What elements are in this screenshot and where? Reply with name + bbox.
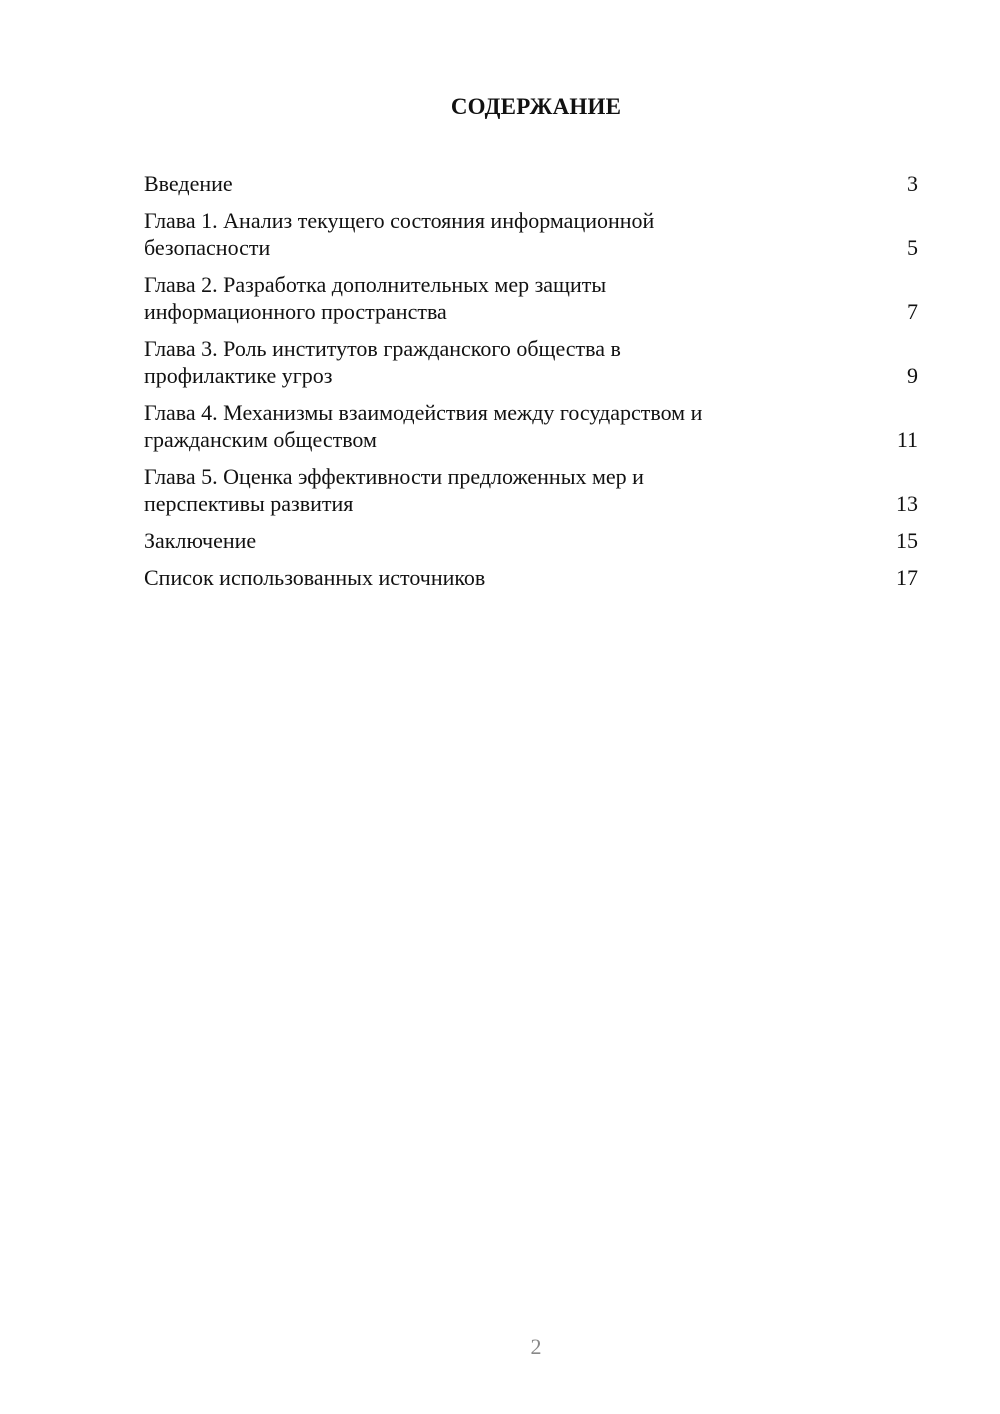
toc-entry-line: перспективы развития: [144, 491, 354, 516]
toc-entry-line: Список использованных источников: [144, 565, 486, 590]
toc-page-number: 13: [896, 491, 918, 516]
toc-entry-line: Глава 4. Механизмы взаимодействия между государством и: [144, 400, 703, 425]
toc-entry-line: Глава 3. Роль институтов гражданского общества в: [144, 336, 621, 361]
toc-page-number: 5: [907, 235, 918, 260]
toc-page-number: 17: [896, 565, 918, 590]
table-of-contents: [144, 170, 918, 601]
toc-page-number: 9: [907, 363, 918, 388]
toc-page-number: 15: [896, 528, 918, 553]
toc-page-number: 11: [896, 427, 918, 452]
toc-entry-line: профилактике угроз: [144, 363, 333, 388]
toc-entry-chapter-4: [144, 399, 918, 453]
toc-entry-line: информационного пространства: [144, 299, 447, 324]
toc-entry-text: [144, 399, 702, 453]
page-title: СОДЕРЖАНИЕ: [450, 94, 622, 119]
toc-entry-introduction: [144, 170, 918, 197]
toc-entry-line: Заключение: [144, 528, 257, 553]
toc-entry-text: [144, 207, 654, 261]
toc-entry-line: безопасности: [144, 235, 271, 260]
toc-entry-line: гражданским обществом: [144, 427, 377, 452]
toc-entry-chapter-3: [144, 335, 918, 389]
toc-entry-text: [144, 564, 485, 591]
toc-entry-references: [144, 564, 918, 591]
toc-entry-text: [144, 527, 256, 554]
toc-page-number: 7: [907, 299, 918, 324]
toc-entry-text: [144, 335, 621, 389]
toc-entry-line: Глава 5. Оценка эффективности предложенных мер и: [144, 464, 644, 489]
toc-entry-line: Введение: [144, 171, 233, 196]
toc-entry-chapter-1: [144, 207, 918, 261]
toc-entry-line: Глава 1. Анализ текущего состояния информационной: [144, 208, 655, 233]
toc-entry-text: [144, 170, 233, 197]
toc-entry-chapter-5: [144, 463, 918, 517]
page-number: 2: [530, 1334, 542, 1359]
toc-entry-conclusion: [144, 527, 918, 554]
toc-page-number: 3: [907, 171, 918, 196]
toc-entry-chapter-2: [144, 271, 918, 325]
toc-entry-line: Глава 2. Разработка дополнительных мер защиты: [144, 272, 607, 297]
toc-entry-text: [144, 463, 644, 517]
toc-entry-text: [144, 271, 606, 325]
